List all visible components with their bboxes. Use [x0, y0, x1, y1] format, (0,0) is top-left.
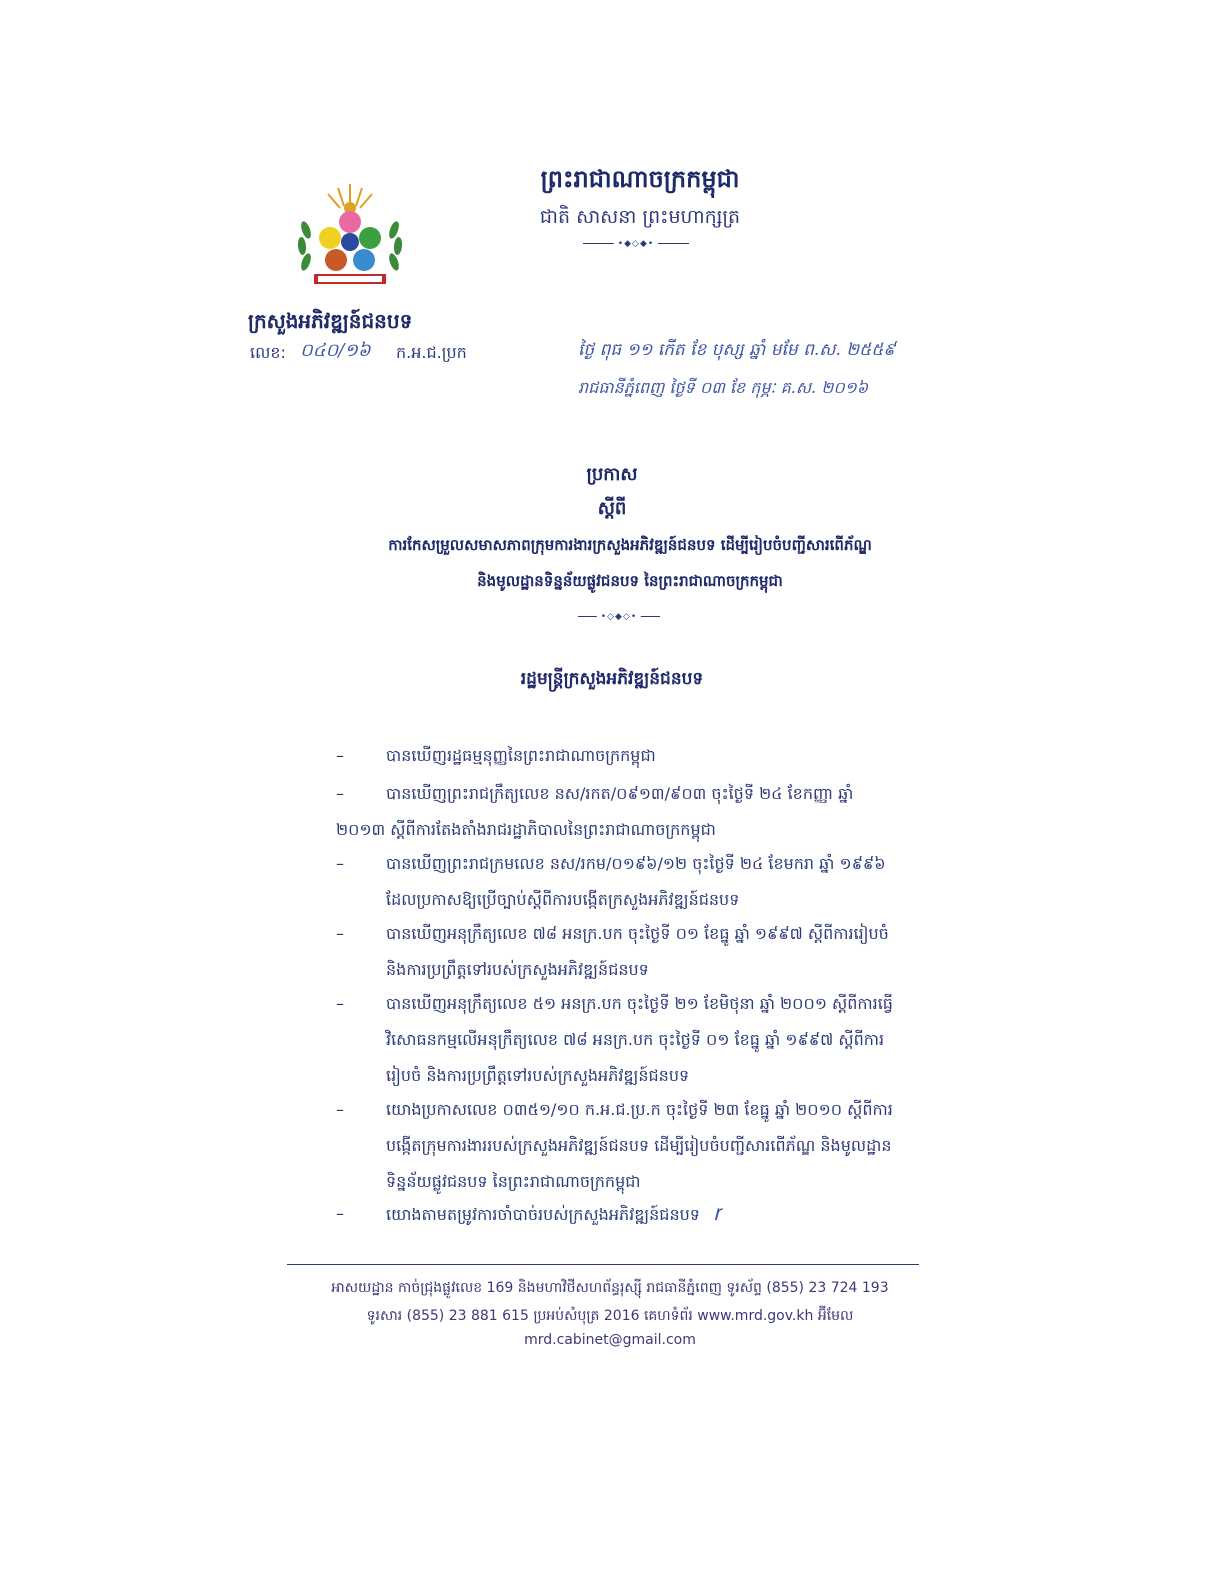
footer-address: អាសយដ្ឋាន កាច់ជ្រុងផ្លូវលេខ 169 និងមហាវិថីសហព័ន្ធរុស្ស៊ី រាជធានីភ្នំពេញ ទូរស័ព្ទ (855) 23 724 193: [331, 1280, 889, 1296]
list-item-line: បានឃើញអនុក្រឹត្យលេខ ៥១ អនក្រ.បក ចុះថ្ងៃទី ២១ ខែមិថុនា ឆ្នាំ ២០០១ ស្តីពីការធ្វើ: [386, 994, 893, 1013]
list-item: [336, 1092, 966, 1200]
solar-date: រាជធានីភ្នំពេញ ថ្ងៃទី ០៣ ខែ កុម្ភៈ គ.ស. ២០១៦: [578, 378, 869, 397]
initial-mark: ꭇ: [713, 1201, 721, 1226]
list-item-line: រៀបចំ និងការប្រព្រឹត្តទៅរបស់ក្រសួងអភិវឌ្ឍន៍ជនបទ: [386, 1066, 690, 1085]
list-item: [336, 986, 966, 1094]
ministry-name: ក្រសួងអភិវឌ្ឍន៍ជនបទ: [248, 309, 413, 333]
list-item: [336, 776, 966, 848]
document-type: ប្រកាស: [586, 464, 638, 485]
ministry-logo: [292, 180, 408, 292]
title-divider: •◇◆◇•: [578, 616, 660, 617]
list-item: [336, 1196, 966, 1232]
list-item-line: ទិន្នន័យផ្លូវជនបទ នៃព្រះរាជាណាចក្រកម្ពុជា: [386, 1172, 641, 1191]
list-item: [336, 738, 966, 774]
list-item-line: បានឃើញព្រះរាជក្រឹត្យលេខ នស/រកត/០៩១៣/៩០៣ ចុះថ្ងៃទី ២៤ ខែកញ្ញា ឆ្នាំ: [386, 784, 854, 803]
list-item-line: និងការប្រព្រឹត្តទៅរបស់ក្រសួងអភិវឌ្ឍន៍ជនបទ: [386, 960, 649, 979]
list-dash: –: [336, 994, 344, 1013]
list-item-line: បង្កើតក្រុមការងាររបស់ក្រសួងអភិវឌ្ឍន៍ជនបទ ដើម្បីរៀបចំបញ្ជីសារពើភ័ណ្ឌ និងមូលដ្ឋាន: [386, 1136, 892, 1155]
document-title-line2: និងមូលដ្ឋានទិន្នន័យផ្លូវជនបទ នៃព្រះរាជាណាចក្រកម្ពុជា: [477, 572, 783, 590]
national-motto: ជាតិ សាសនា ព្រះមហាក្សត្រ: [539, 206, 741, 228]
footer-divider: [287, 1264, 919, 1265]
list-item-line: វិសោធនកម្មលើអនុក្រឹត្យលេខ ៧៨ អនក្រ.បក ចុះថ្ងៃទី ០១ ខែធ្នូ ឆ្នាំ ១៩៩៧ ស្តីពីការ: [386, 1030, 885, 1049]
document-title-line1: ការកែសម្រួលសមាសភាពក្រុមការងារក្រសួងអភិវឌ្ឍន៍ជនបទ ដើម្បីរៀបចំបញ្ជីសារពើភ័ណ្ឌ: [388, 536, 872, 554]
reference-number: ០៤០/១៦: [300, 340, 371, 361]
list-item-line: បានឃើញរដ្ឋធម្មនុញ្ញនៃព្រះរាជាណាចក្រកម្ពុជា: [386, 746, 656, 765]
list-item-line: ដែលប្រកាសឱ្យប្រើច្បាប់ស្តីពីការបង្កើតក្រសួងអភិវឌ្ឍន៍ជនបទ: [386, 890, 740, 909]
kingdom-title: ព្រះរាជាណាចក្រកម្ពុជា: [540, 165, 740, 193]
list-item: [336, 916, 966, 988]
list-item-line: យោងប្រកាសលេខ ០៣៥១/១០ ក.អ.ជ.ប្រ.ក ចុះថ្ងៃទី ២៣ ខែធ្នូ ឆ្នាំ ២០១០ ស្តីពីការ: [386, 1100, 893, 1119]
lunar-date: ថ្ងៃ ពុធ ១១ កើត ខែ បុស្ស ឆ្នាំ មមែ ព.ស. ២៥៥៩: [578, 340, 896, 360]
minister-heading: រដ្ឋមន្ត្រីក្រសួងអភិវឌ្ឍន៍ជនបទ: [520, 669, 704, 689]
list-dash: –: [336, 924, 344, 943]
reference-suffix: ក.អ.ជ.ប្រក: [396, 343, 467, 362]
list-item-line: យោងតាមតម្រូវការចាំបាច់របស់ក្រសួងអភិវឌ្ឍន៍ជនបទ: [386, 1205, 700, 1224]
list-item-line: បានឃើញអនុក្រឹត្យលេខ ៧៨ អនក្រ.បក ចុះថ្ងៃទី ០១ ខែធ្នូ ឆ្នាំ ១៩៩៧ ស្តីពីការរៀបចំ: [386, 924, 889, 943]
list-item-line: ២០១៣ ស្តីពីការតែងតាំងរាជរដ្ឋាភិបាលនៃព្រះរាជាណាចក្រកម្ពុជា: [336, 820, 716, 839]
reference-label: លេខ:: [250, 343, 286, 362]
list-item: [336, 846, 966, 918]
ministry-emblem-icon: [292, 180, 408, 292]
list-item-line: បានឃើញព្រះរាជក្រមលេខ នស/រកម/០១៩៦/១២ ចុះថ្ងៃទី ២៤ ខែមករា ឆ្នាំ ១៩៩៦: [386, 854, 886, 873]
list-dash: –: [336, 854, 344, 873]
list-dash: –: [336, 784, 344, 803]
document-about: ស្តីពី: [597, 498, 627, 519]
footer-contact: ទូរសារ (855) 23 881 615 ប្រអប់សំបុត្រ 2016 គេហទំព័រ www.mrd.gov.kh អ៊ីមែល mrd.cabinet@gmail.com: [366, 1308, 854, 1348]
list-dash: –: [336, 1204, 344, 1223]
list-dash: –: [336, 1100, 344, 1119]
header-divider: •◆◇◆•: [583, 243, 689, 244]
list-dash: –: [336, 746, 344, 765]
